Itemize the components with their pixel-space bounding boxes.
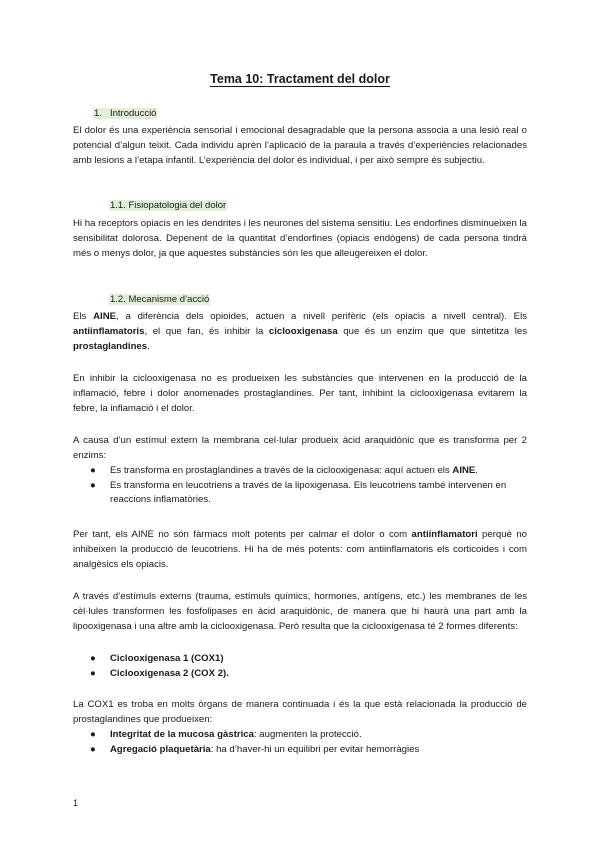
list-item: ● Ciclooxigenasa 2 (COX 2). [90,667,229,679]
paragraph-estimul: A causa d’un estímul extern la membrana cel·lular produeix àcid araquidònic que es transforma per 2 enzims: [73,435,527,461]
paragraph-aine: Els AINE, a diferència dels opioides, actuen a nivell perifèric (els opiacis a nivell central). Els antiinflamatoris, el que fan, és inhibir la ciclooxigenasa que és un enzim que que sintetitza les prostaglandines. [73,311,528,352]
enzyme-list [73,464,527,508]
section-heading-mecanisme: 1.2. Mecanisme d’acció [110,294,210,305]
list-item: ● Ciclooxigenasa 1 (COX1) [90,653,224,664]
paragraph-per-tant: Per tant, els AINE no són fàrmacs molt potents per calmar el dolor o com antiinflamatori perquè no inhibeixen la producció de leucotriens. Hi ha de més potents: com antiinflamatoris els corticoides i com analgèsics els opiacis. [73,529,528,570]
section-heading-fisiopatologia: 1.1. Fisiopatologia del dolor [110,200,227,211]
cox1-effects-list [73,728,527,757]
list-item: ● Agregació plaquetària: ha d’haver-hi un equilibri per evitar hemorràgies [90,743,420,755]
paragraph-fisiopatologia: Hi ha receptors opiacis en les dendrites i les neurones del sistema sensitiu. Les endorfines disminueixen la sensibilitat dolorosa. Depenent de la quantitat d’endorfines (opiacis endògens) de cada persona tindrà més o menys dolor, ja que aquestes substàncies són les que alleugereixen el dolor. [73,218,527,259]
list-item: ● Es transforma en leucotriens a través de la lipoxigenasa. Els leucotriens també intervenen en reaccions inflamatòries. [90,479,507,505]
paragraph-intro: El dolor és una experiència sensorial i emocional desagradable que la persona associa a una lesió real o potencial d’algun teixit. Cada individu aprèn l’aplicació de la paraula a través d’experiències relacionades amb lesions a l’etapa infantil. L’experiència del dolor és individual, i per això sempre és subjectiu. [73,125,527,166]
list-item: ● Es transforma en prostaglandines a través de la ciclooxigenasa: aquí actuen els AINE. [90,465,478,476]
paragraph-cox1: La COX1 es troba en molts òrgans de manera continuada i és la que està relacionada la producció de prostaglandines que produeixen: [73,699,527,725]
paragraph-inhibir: En inhibir la ciclooxigenasa no es produeixen les substàncies que intervenen en la producció de la inflamació, febre i dolor anomenades prostaglandines. Per tant, inhibint la ciclooxigenasa evitarem la febre, la inflamació i el dolor. [73,373,527,414]
section-heading-introduccio: 1. Introducció [94,108,157,119]
list-item: ● Integritat de la mucosa gàstrica: augmenten la protecció. [90,729,362,740]
document-title: Tema 10: Tractament del dolor [210,72,390,86]
page-number: 1 [73,798,79,808]
paragraph-estimuls-externs: A través d’estímuls externs (trauma, estímuls químics, hormones, antígens, etc.) les membranes de les cèl·lules transformen les fosfolipases en àcid araquidònic, de manera que hi haurà una part amb la lipooxigenasa i una altre amb la ciclooxigenasa. Però resulta que la ciclooxigenasa té 2 formes diferents: [73,591,527,632]
cox-list [73,652,527,681]
